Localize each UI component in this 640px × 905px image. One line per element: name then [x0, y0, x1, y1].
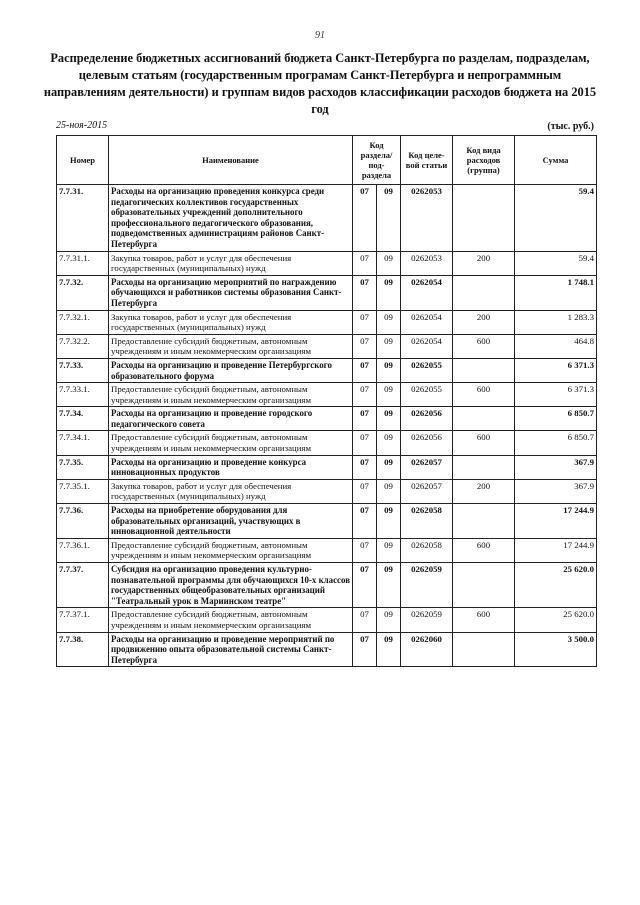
header-section: Код раздела/ под- раздела — [353, 136, 401, 185]
row-number: 7.7.32.2. — [57, 334, 109, 358]
row-name: Расходы на организацию и проведение конкурса инновационных продуктов — [109, 455, 353, 479]
row-number: 7.7.35.1. — [57, 479, 109, 503]
row-subsection-code: 09 — [377, 504, 401, 539]
row-number: 7.7.33.1. — [57, 383, 109, 407]
table-row — [57, 608, 597, 632]
table-row — [57, 251, 597, 275]
row-sum: 6 850.7 — [515, 431, 597, 455]
row-expense-group: 200 — [453, 310, 515, 334]
row-subsection-code: 09 — [377, 310, 401, 334]
row-sum: 367.9 — [515, 479, 597, 503]
row-sum: 59.4 — [515, 251, 597, 275]
row-target-code: 0262059 — [401, 608, 453, 632]
table-row — [57, 563, 597, 608]
row-expense-group: 200 — [453, 479, 515, 503]
row-section-code: 07 — [353, 608, 377, 632]
row-target-code: 0262058 — [401, 538, 453, 562]
row-name: Предоставление субсидий бюджетным, автономным учреждениям и иным некоммерческим организациям — [109, 431, 353, 455]
row-expense-group — [453, 563, 515, 608]
row-section-code: 07 — [353, 538, 377, 562]
row-target-code: 0262054 — [401, 310, 453, 334]
row-target-code: 0262060 — [401, 632, 453, 667]
row-section-code: 07 — [353, 632, 377, 667]
row-name: Закупка товаров, работ и услуг для обеспечения государственных (муниципальных) нужд — [109, 251, 353, 275]
table-row — [57, 185, 597, 252]
row-number: 7.7.35. — [57, 455, 109, 479]
row-number: 7.7.32. — [57, 275, 109, 310]
row-expense-group: 600 — [453, 431, 515, 455]
row-number: 7.7.36.1. — [57, 538, 109, 562]
row-target-code: 0262054 — [401, 275, 453, 310]
row-target-code: 0262057 — [401, 455, 453, 479]
row-name: Предоставление субсидий бюджетным, автономным учреждениям и иным некоммерческим организациям — [109, 538, 353, 562]
row-number: 7.7.37.1. — [57, 608, 109, 632]
row-name: Расходы на организацию мероприятий по награждению обучающихся и работников системы образования Санкт-Петербурга — [109, 275, 353, 310]
row-section-code: 07 — [353, 358, 377, 382]
row-subsection-code: 09 — [377, 563, 401, 608]
row-subsection-code: 09 — [377, 479, 401, 503]
row-subsection-code: 09 — [377, 407, 401, 431]
row-number: 7.7.34.1. — [57, 431, 109, 455]
row-subsection-code: 09 — [377, 358, 401, 382]
row-expense-group — [453, 407, 515, 431]
row-section-code: 07 — [353, 431, 377, 455]
row-subsection-code: 09 — [377, 608, 401, 632]
row-name: Расходы на организацию и проведение городского педагогического совета — [109, 407, 353, 431]
row-expense-group — [453, 632, 515, 667]
row-number: 7.7.32.1. — [57, 310, 109, 334]
row-section-code: 07 — [353, 504, 377, 539]
table-row — [57, 538, 597, 562]
table-row — [57, 632, 597, 667]
row-sum: 6 371.3 — [515, 383, 597, 407]
row-expense-group: 600 — [453, 608, 515, 632]
row-section-code: 07 — [353, 185, 377, 252]
row-name: Субсидия на организацию проведения культурно-познавательной программы для обучающихся 10-х классов государственных общеобразовательных организаций "Театральный урок в Мариинском театре" — [109, 563, 353, 608]
row-target-code: 0262053 — [401, 185, 453, 252]
row-subsection-code: 09 — [377, 275, 401, 310]
row-expense-group: 200 — [453, 251, 515, 275]
header-csr: Код целе- вой статьи — [401, 136, 453, 185]
table-row — [57, 431, 597, 455]
row-section-code: 07 — [353, 563, 377, 608]
row-number: 7.7.31. — [57, 185, 109, 252]
row-name: Расходы на приобретение оборудования для образовательных организаций, участвующих в инновационной деятельности — [109, 504, 353, 539]
row-expense-group — [453, 275, 515, 310]
header-number: Номер — [57, 136, 109, 185]
page-number: 91 — [315, 30, 325, 41]
row-expense-group — [453, 358, 515, 382]
table-row — [57, 275, 597, 310]
row-sum: 464.8 — [515, 334, 597, 358]
header-group: Код вида расходов (группа) — [453, 136, 515, 185]
row-section-code: 07 — [353, 310, 377, 334]
row-sum: 367.9 — [515, 455, 597, 479]
row-number: 7.7.37. — [57, 563, 109, 608]
row-sum: 17 244.9 — [515, 504, 597, 539]
row-name: Расходы на организацию и проведение Петербургского образовательного форума — [109, 358, 353, 382]
row-sum: 6 371.3 — [515, 358, 597, 382]
row-subsection-code: 09 — [377, 251, 401, 275]
table-row — [57, 383, 597, 407]
row-subsection-code: 09 — [377, 455, 401, 479]
row-subsection-code: 09 — [377, 185, 401, 252]
row-target-code: 0262056 — [401, 407, 453, 431]
row-target-code: 0262058 — [401, 504, 453, 539]
row-name: Предоставление субсидий бюджетным, автономным учреждениям и иным некоммерческим организациям — [109, 608, 353, 632]
document-title: Распределение бюджетных ассигнований бюджета Санкт-Петербурга по разделам, подразделам, целевым статьям (государственным програмам Санкт-Петербурга и непрограммным направлениям деятельности) и группам видов расходов классификации расходов бюджета на 2015 год — [43, 51, 597, 116]
row-expense-group — [453, 185, 515, 252]
row-section-code: 07 — [353, 383, 377, 407]
header-name: Наименование — [109, 136, 353, 185]
table-row — [57, 479, 597, 503]
header-sum: Сумма — [515, 136, 597, 185]
units-label: (тыс. руб.) — [547, 121, 594, 132]
row-name: Расходы на организацию и проведение мероприятий по продвижению опыта образовательной системы Санкт-Петербурга — [109, 632, 353, 667]
row-sum: 1 748.1 — [515, 275, 597, 310]
row-sum: 25 620.0 — [515, 608, 597, 632]
table-body — [57, 185, 597, 667]
row-number: 7.7.31.1. — [57, 251, 109, 275]
row-name: Закупка товаров, работ и услуг для обеспечения государственных (муниципальных) нужд — [109, 310, 353, 334]
row-sum: 25 620.0 — [515, 563, 597, 608]
row-subsection-code: 09 — [377, 334, 401, 358]
table-row — [57, 504, 597, 539]
table-row — [57, 455, 597, 479]
row-target-code: 0262053 — [401, 251, 453, 275]
row-expense-group: 600 — [453, 383, 515, 407]
row-target-code: 0262057 — [401, 479, 453, 503]
row-section-code: 07 — [353, 455, 377, 479]
row-section-code: 07 — [353, 407, 377, 431]
budget-table — [56, 135, 597, 667]
table-row — [57, 358, 597, 382]
row-section-code: 07 — [353, 479, 377, 503]
row-number: 7.7.38. — [57, 632, 109, 667]
table-row — [57, 407, 597, 431]
row-name: Предоставление субсидий бюджетным, автономным учреждениям и иным некоммерческим организациям — [109, 334, 353, 358]
document-date: 25-ноя-2015 — [56, 120, 108, 131]
row-target-code: 0262054 — [401, 334, 453, 358]
row-target-code: 0262059 — [401, 563, 453, 608]
row-expense-group: 600 — [453, 334, 515, 358]
row-number: 7.7.36. — [57, 504, 109, 539]
row-section-code: 07 — [353, 334, 377, 358]
row-name: Предоставление субсидий бюджетным, автономным учреждениям и иным некоммерческим организациям — [109, 383, 353, 407]
row-target-code: 0262056 — [401, 431, 453, 455]
table-row — [57, 310, 597, 334]
row-expense-group — [453, 455, 515, 479]
row-sum: 1 283.3 — [515, 310, 597, 334]
row-sum: 6 850.7 — [515, 407, 597, 431]
row-target-code: 0262055 — [401, 358, 453, 382]
row-subsection-code: 09 — [377, 383, 401, 407]
row-expense-group — [453, 504, 515, 539]
row-number: 7.7.34. — [57, 407, 109, 431]
row-sum: 59.4 — [515, 185, 597, 252]
row-section-code: 07 — [353, 275, 377, 310]
row-name: Закупка товаров, работ и услуг для обеспечения государственных (муниципальных) нужд — [109, 479, 353, 503]
table-row — [57, 334, 597, 358]
table-header-row — [57, 136, 597, 185]
row-name: Расходы на организацию проведения конкурса среди педагогических коллективов государственных образовательных учреждений дополнительного профессионального педагогического образования, подведомственных администрациям районов Санкт-Петербурга — [109, 185, 353, 252]
row-subsection-code: 09 — [377, 538, 401, 562]
row-subsection-code: 09 — [377, 431, 401, 455]
row-number: 7.7.33. — [57, 358, 109, 382]
row-target-code: 0262055 — [401, 383, 453, 407]
row-sum: 17 244.9 — [515, 538, 597, 562]
row-expense-group: 600 — [453, 538, 515, 562]
row-section-code: 07 — [353, 251, 377, 275]
row-sum: 3 500.0 — [515, 632, 597, 667]
row-subsection-code: 09 — [377, 632, 401, 667]
